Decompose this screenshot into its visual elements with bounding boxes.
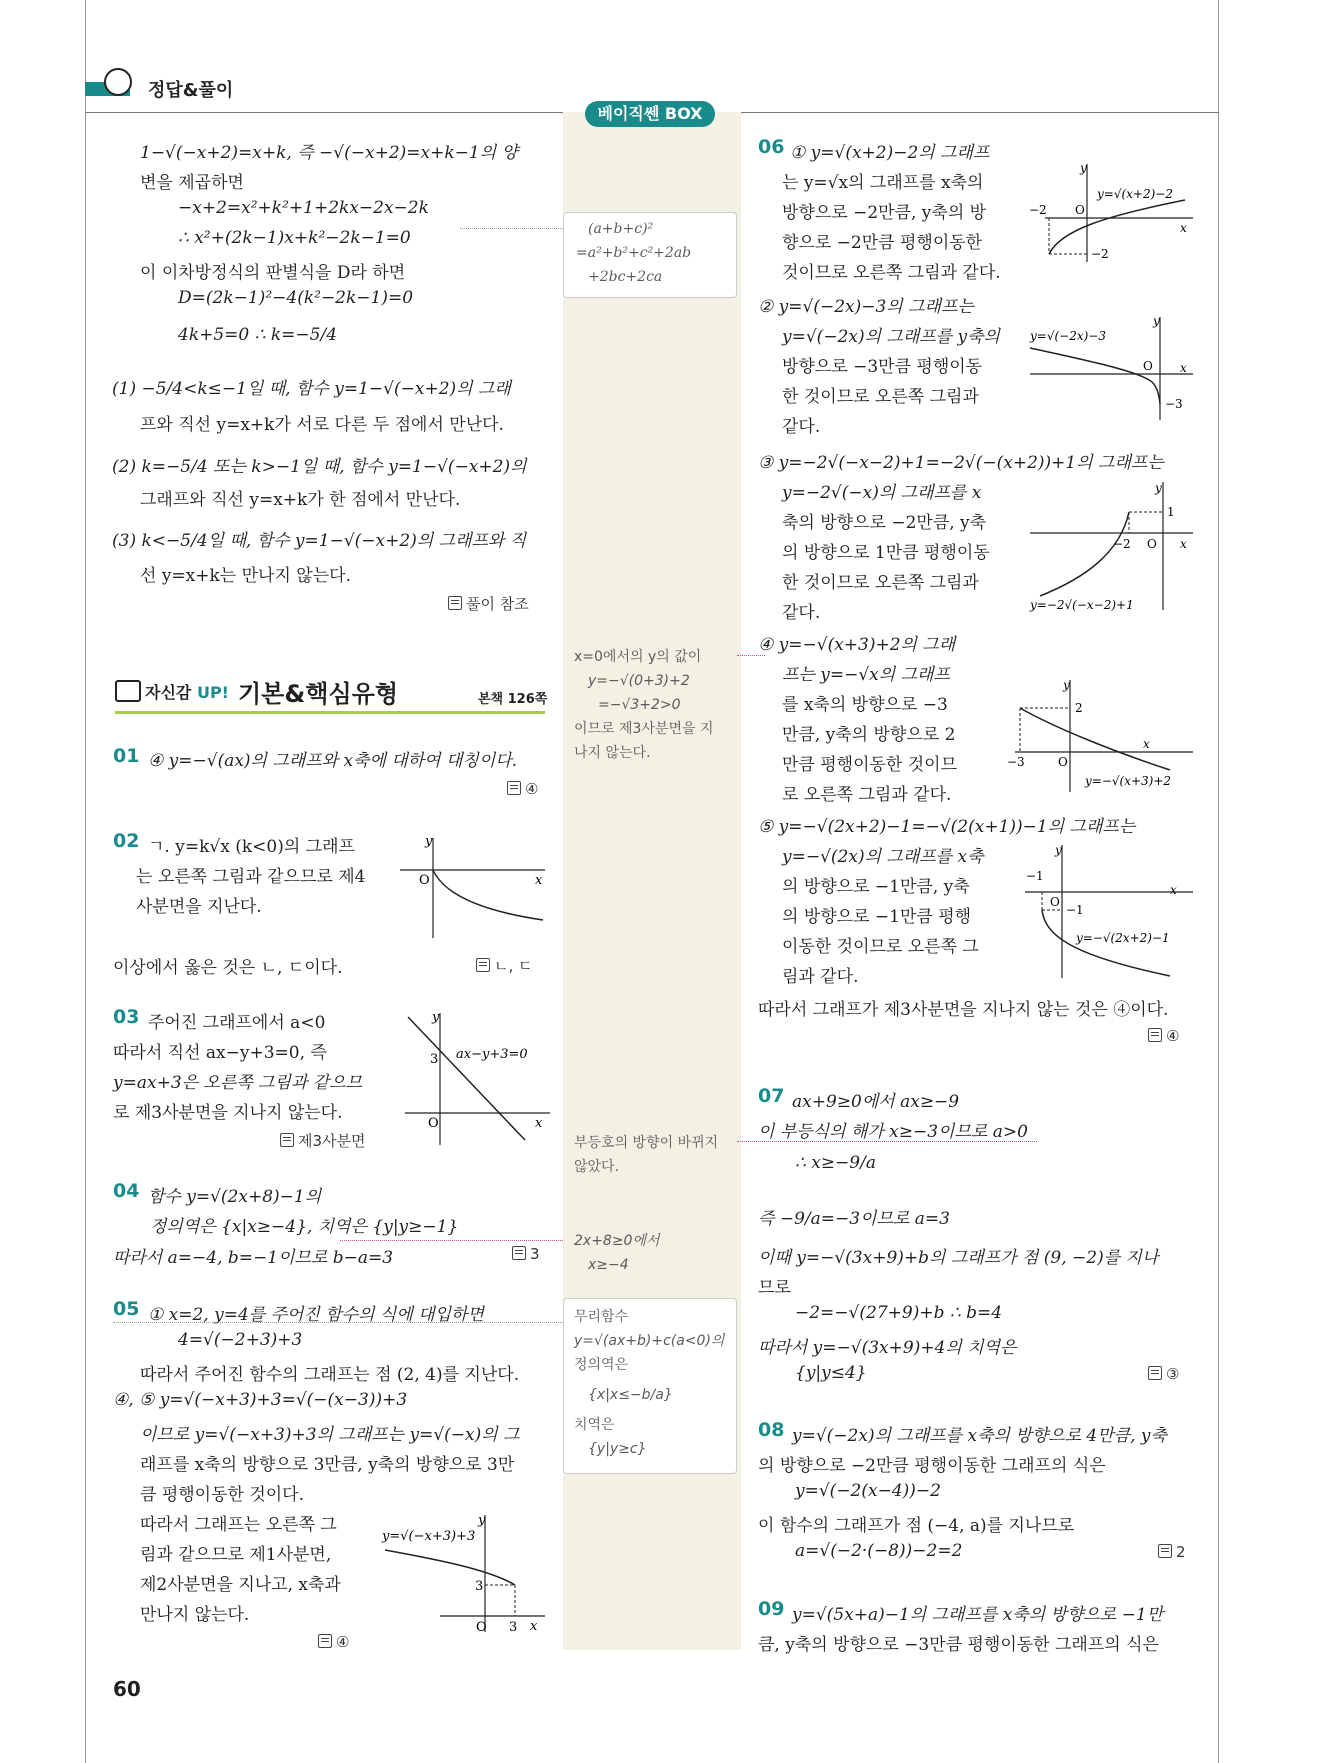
tip-5-line-3: 정의역은 (574, 1357, 629, 1373)
problem-07-answer (1148, 1365, 1179, 1383)
answer-text: ㄴ, ㄷ (494, 957, 533, 975)
svg-text:1: 1 (1167, 505, 1175, 519)
answer-text: ③ (1166, 1365, 1180, 1383)
megaphone-icon (115, 680, 141, 702)
page-border-right (1218, 0, 1219, 1763)
problem-05-line-4: ④, ⑤ y=√(−x+3)+3=√(−(x−3))+3 (113, 1390, 408, 1410)
problem-03-line-1: 주어진 그래프에서 a<0 (148, 1013, 326, 1033)
problem-02-line-2: 는 오른쪽 그림과 같으므로 제4 (136, 867, 366, 887)
p06-i2-line-3: 방향으로 −3만큼 평행이동 (782, 357, 983, 377)
answer-box-icon (1148, 1028, 1162, 1042)
tip-1-line-3: +2bc+2ca (588, 269, 663, 285)
tip-5-line-5: 치역은 (574, 1417, 615, 1433)
svg-text:x: x (535, 1116, 543, 1131)
problem-06-answer (1148, 1027, 1179, 1045)
tip-5-line-6: {y|y≥c} (588, 1441, 647, 1457)
answer-text: 3 (530, 1245, 540, 1263)
problem-03-line-2: 따라서 직선 ax−y+3=0, 즉 (113, 1043, 327, 1063)
p07-line-7: −2=−√(27+9)+b ∴ b=4 (795, 1303, 1003, 1323)
svg-text:O: O (1143, 359, 1153, 373)
svg-text:−2: −2 (1029, 203, 1047, 217)
left-line-11: 그래프와 직선 y=x+k가 한 점에서 만난다. (140, 490, 461, 510)
svg-text:x: x (1180, 361, 1187, 375)
tip-2-line-5: 나지 않는다. (574, 745, 651, 761)
svg-text:O: O (1147, 537, 1157, 551)
left-line-13: 선 y=x+k는 만나지 않는다. (140, 566, 351, 586)
problem-08-answer (1158, 1543, 1186, 1561)
svg-text:y: y (1063, 678, 1070, 692)
p06-i3-line-4: 의 방향으로 1만큼 평행이동 (782, 543, 990, 563)
section-prefix-text: 자신감 (145, 683, 192, 702)
section-up: UP! (196, 683, 229, 702)
svg-text:2: 2 (1075, 701, 1083, 715)
tip-2-line-2: y=−√(0+3)+2 (588, 673, 690, 689)
p07-line-4: 즉 −9/a=−3이므로 a=3 (758, 1209, 950, 1229)
box-label: 베이직쎈 BOX (585, 101, 715, 127)
p06-graph-5 (1020, 840, 1195, 980)
svg-text:3: 3 (430, 1052, 439, 1067)
tip-5-line-1: 무리함수 (574, 1309, 629, 1325)
answer-box-icon (507, 781, 521, 795)
section-prefix (145, 680, 229, 703)
svg-text:O: O (428, 1116, 439, 1131)
p08-line-5: a=√(−2·(−8))−2=2 (795, 1541, 963, 1561)
p06-i5-line-4: 의 방향으로 −1만큼 평행 (782, 907, 972, 927)
svg-text:O: O (1075, 203, 1085, 217)
p06-graph-3 (1025, 478, 1195, 613)
tip-2-line-4: 이므로 제3사분면을 지 (574, 721, 714, 737)
tip-4-line-1: 2x+8≥0에서 (574, 1233, 660, 1249)
problem-05-line-9: 림과 같으므로 제1사분면, (140, 1545, 332, 1565)
svg-text:y: y (478, 1513, 486, 1528)
svg-text:x: x (1143, 737, 1150, 751)
problem-03-graph (400, 1005, 555, 1150)
answer-text: 2 (1176, 1543, 1186, 1561)
problem-04-line-3: 따라서 a=−4, b=−1이므로 b−a=3 (113, 1248, 394, 1268)
p08-line-1: y=√(−2x)의 그래프를 x축의 방향으로 4만큼, y축 (792, 1426, 1167, 1446)
section-ref: 본책 126쪽 (478, 692, 548, 707)
svg-text:−1: −1 (1066, 903, 1084, 917)
tip-2 (574, 645, 714, 765)
tip-box-1 (563, 212, 737, 298)
answer-text: ④ (336, 1633, 350, 1651)
problem-04-line-2: 정의역은 {x|x≥−4}, 치역은 {y|y≥−1} (150, 1217, 459, 1237)
tip-2-line-1: x=0에서의 y의 값이 (574, 649, 702, 665)
svg-text:x: x (1170, 883, 1177, 897)
p06-graph-2-label: y=√(−2x)−3 (1030, 329, 1106, 343)
tip-2-line-3: =−√3+2>0 (598, 697, 681, 713)
tip-3-line-2: 않았다. (574, 1159, 620, 1175)
left-line-10: (2) k=−5/4 또는 k>−1일 때, 함수 y=1−√(−x+2)의 (112, 457, 527, 477)
p06-i3-line-6: 같다. (782, 603, 821, 623)
svg-text:y: y (425, 834, 433, 849)
problem-02-line-1: ㄱ. y=k√x (k<0)의 그래프 (148, 837, 355, 857)
left-line-2: 변을 제곱하면 (140, 173, 244, 193)
tip-1-line-2: =a²+b²+c²+2ab (576, 245, 692, 261)
p06-conclusion: 따라서 그래프가 제3사분면을 지나지 않는 것은 ④이다. (758, 1000, 1169, 1020)
left-line-3: −x+2=x²+k²+1+2kx−2x−2k (178, 198, 429, 218)
answer-box-icon (448, 596, 462, 610)
svg-text:x: x (535, 873, 543, 888)
answer-top (448, 593, 529, 614)
tip-5-line-4: {x|x≤−b/a} (588, 1387, 673, 1403)
problem-01-number: 01 (113, 745, 140, 767)
tip-3-line-1: 부등호의 방향이 바뀌지 (574, 1135, 719, 1151)
problem-05-graph-label: y=√(−x+3)+3 (382, 1529, 476, 1544)
tip-3 (574, 1131, 718, 1179)
problem-02-conclusion: 이상에서 옳은 것은 ㄴ, ㄷ이다. (113, 958, 343, 978)
p07-line-3: ∴ x≥−9/a (795, 1153, 876, 1173)
p06-i4-line-2: 프는 y=−√x의 그래프 (782, 665, 950, 685)
svg-text:3: 3 (509, 1620, 518, 1635)
section-rule (115, 711, 545, 714)
problem-02-line-3: 사분면을 지난다. (136, 897, 262, 917)
svg-text:y: y (1055, 843, 1062, 857)
tip-5-line-2: y=√(ax+b)+c(a<0)의 (574, 1333, 725, 1349)
svg-text:y: y (1153, 314, 1160, 328)
p06-i5-line-1: ⑤ y=−√(2x+2)−1=−√(2(x+1))−1의 그래프는 (758, 817, 1136, 837)
connector-2 (737, 655, 765, 656)
problem-02-answer (476, 955, 533, 976)
p08-line-3: y=√(−2(x−4))−2 (795, 1481, 941, 1501)
left-line-5: 이 이차방정식의 판별식을 D라 하면 (140, 263, 406, 283)
problem-03-number: 03 (113, 1006, 140, 1028)
p06-i4-line-5: 만큼 평행이동한 것이므 (782, 755, 958, 775)
problem-03-line-3: y=ax+3은 오른쪽 그림과 같으므 (113, 1073, 363, 1093)
p07-line-8: 따라서 y=−√(3x+9)+4의 치역은 (758, 1338, 1017, 1358)
tip-4 (574, 1229, 660, 1277)
left-line-6: D=(2k−1)²−4(k²−2k−1)=0 (178, 288, 414, 308)
problem-04-number: 04 (113, 1180, 140, 1202)
p06-i3-line-5: 한 것이므로 오른쪽 그림과 (782, 573, 979, 593)
problem-05-answer (318, 1633, 349, 1651)
p08-line-4: 이 함수의 그래프가 점 (−4, a)를 지나므로 (758, 1516, 1075, 1536)
svg-text:O: O (1058, 755, 1068, 769)
p06-graph-1-label: y=√(x+2)−2 (1097, 187, 1173, 201)
p06-graph-2 (1025, 312, 1195, 422)
problem-03-line-4: 로 제3사분면을 지나지 않는다. (113, 1103, 343, 1123)
p06-i5-line-6: 림과 같다. (782, 967, 859, 987)
p06-i1-line-4: 향으로 −2만큼 평행이동한 (782, 233, 983, 253)
p07-line-1: ax+9≥0에서 ax≥−9 (792, 1092, 960, 1112)
problem-05-line-11: 만나지 않는다. (140, 1605, 250, 1625)
p06-i4-line-6: 로 오른쪽 그림과 같다. (782, 785, 952, 805)
p06-graph-4-label: y=−√(x+3)+2 (1085, 774, 1172, 788)
p06-i2-line-2: y=√(−2x)의 그래프를 y축의 (782, 327, 1000, 347)
svg-text:−2: −2 (1113, 537, 1131, 551)
tip-box-5 (563, 1298, 737, 1474)
problem-02-number: 02 (113, 830, 140, 852)
problem-09-number: 09 (758, 1598, 785, 1620)
problem-01-answer (507, 780, 538, 798)
p07-line-5: 이때 y=−√(3x+9)+b의 그래프가 점 (9, −2)를 지나 (758, 1248, 1159, 1268)
problem-05-line-7: 큼 평행이동한 것이다. (140, 1485, 305, 1505)
connector-5 (113, 1322, 563, 1323)
p06-i5-line-3: 의 방향으로 −1만큼, y축 (782, 877, 970, 897)
page-number: 60 (113, 1677, 141, 1701)
left-line-12: (3) k<−5/4일 때, 함수 y=1−√(−x+2)의 그래프와 직 (112, 531, 527, 551)
problem-05-line-8: 따라서 그래프는 오른쪽 그 (140, 1515, 337, 1535)
page-border-left (85, 0, 86, 1763)
p07-line-6: 므로 (758, 1278, 791, 1298)
svg-text:x: x (1180, 537, 1187, 551)
p07-line-9: {y|y≤4} (795, 1363, 867, 1383)
svg-text:−2: −2 (1091, 247, 1109, 261)
clock-icon (104, 68, 132, 96)
svg-text:O: O (476, 1620, 487, 1635)
answer-text: ④ (1166, 1027, 1180, 1045)
svg-text:−1: −1 (1026, 869, 1044, 883)
p06-graph-4 (995, 670, 1195, 795)
problem-05-line-1: ① x=2, y=4를 주어진 함수의 식에 대입하면 (148, 1305, 484, 1325)
left-line-4: ∴ x²+(2k−1)x+k²−2k−1=0 (178, 228, 411, 248)
problem-08-number: 08 (758, 1419, 785, 1441)
left-line-1: 1−√(−x+2)=x+k, 즉 −√(−x+2)=x+k−1의 양 (140, 143, 518, 163)
svg-text:y: y (432, 1010, 440, 1025)
problem-05-line-2: 4=√(−2+3)+3 (178, 1330, 303, 1350)
svg-text:y: y (1155, 481, 1162, 495)
connector-4 (340, 1240, 563, 1241)
left-line-7: 4k+5=0 ∴ k=−5/4 (178, 325, 338, 345)
answer-box-icon (1158, 1544, 1172, 1558)
answer-box-icon (280, 1133, 294, 1147)
problem-05-graph (380, 1510, 550, 1635)
left-line-9: 프와 직선 y=x+k가 서로 다른 두 점에서 만난다. (140, 415, 504, 435)
p06-i3-line-2: y=−2√(−x)의 그래프를 x (782, 483, 982, 503)
p06-i5-line-5: 이동한 것이므로 오른쪽 그 (782, 937, 979, 957)
p06-i1-line-5: 것이므로 오른쪽 그림과 같다. (782, 263, 1001, 283)
tip-4-line-2: x≥−4 (588, 1257, 629, 1273)
problem-05-line-10: 제2사분면을 지나고, x축과 (140, 1575, 341, 1595)
p06-graph-3-label: y=−2√(−x−2)+1 (1030, 598, 1134, 612)
p06-i2-line-1: ② y=√(−2x)−3의 그래프는 (758, 297, 974, 317)
answer-box-icon (1148, 1366, 1162, 1380)
svg-text:O: O (1050, 895, 1060, 909)
answer-text: ④ (525, 780, 539, 798)
svg-text:O: O (419, 873, 430, 888)
p06-graph-1 (1025, 160, 1195, 265)
problem-05-line-5: 이므로 y=√(−x+3)+3의 그래프는 y=√(−x)의 그 (140, 1425, 520, 1445)
problem-01-text: ④ y=−√(ax)의 그래프와 x축에 대하여 대칭이다. (148, 751, 518, 771)
answer-text: 제3사분면 (298, 1132, 366, 1150)
problem-07-number: 07 (758, 1085, 785, 1107)
svg-text:3: 3 (475, 1579, 484, 1594)
problem-03-graph-label: ax−y+3=0 (456, 1047, 528, 1062)
p06-i2-line-5: 같다. (782, 417, 821, 437)
svg-text:−3: −3 (1007, 755, 1025, 769)
p09-line-2: 큼, y축의 방향으로 −3만큼 평행이동한 그래프의 식은 (758, 1635, 1159, 1655)
p06-graph-5-label: y=−√(2x+2)−1 (1076, 931, 1170, 945)
p06-i3-line-1: ③ y=−2√(−x−2)+1=−2√(−(x+2))+1의 그래프는 (758, 453, 1164, 473)
p06-i1-line-3: 방향으로 −2만큼, y축의 방 (782, 203, 987, 223)
section-title: 기본&핵심유형 (238, 680, 399, 708)
p06-i1-line-2: 는 y=√x의 그래프를 x축의 (782, 173, 984, 193)
answer-box-icon (512, 1246, 526, 1260)
connector-1 (460, 228, 563, 229)
problem-06-number: 06 (758, 136, 785, 158)
header-title: 정답&풀이 (148, 80, 234, 101)
problem-04-answer (512, 1245, 540, 1263)
p06-i2-line-4: 한 것이므로 오른쪽 그림과 (782, 387, 979, 407)
p06-i1-line-1: ① y=√(x+2)−2의 그래프 (790, 143, 990, 163)
tip-1-line-1: (a+b+c)² (588, 221, 654, 237)
p06-i3-line-3: 축의 방향으로 −2만큼, y축 (782, 513, 987, 533)
p06-i4-line-3: 를 x축의 방향으로 −3 (782, 695, 948, 715)
p08-line-2: 의 방향으로 −2만큼 평행이동한 그래프의 식은 (758, 1456, 1106, 1476)
problem-04-line-1: 함수 y=√(2x+8)−1의 (148, 1187, 322, 1207)
problem-05-line-3: 따라서 주어진 함수의 그래프는 점 (2, 4)를 지난다. (140, 1365, 520, 1385)
svg-text:−3: −3 (1165, 397, 1183, 411)
problem-02-graph (395, 830, 550, 940)
problem-05-number: 05 (113, 1298, 140, 1320)
p06-i5-line-2: y=−√(2x)의 그래프를 x축 (782, 847, 984, 867)
answer-box-icon (318, 1634, 332, 1648)
answer-top-text: 풀이 참조 (466, 595, 529, 613)
svg-text:x: x (1180, 221, 1187, 235)
p06-i4-line-1: ④ y=−√(x+3)+2의 그래 (758, 635, 956, 655)
p07-line-2: 이 부등식의 해가 x≥−3이므로 a>0 (758, 1122, 1028, 1142)
problem-03-answer (280, 1130, 366, 1151)
left-line-8: (1) −5/4<k≤−1일 때, 함수 y=1−√(−x+2)의 그래 (112, 379, 511, 399)
problem-05-line-6: 래프를 x축의 방향으로 3만큼, y축의 방향으로 3만 (140, 1455, 515, 1475)
svg-text:x: x (530, 1619, 538, 1634)
answer-box-icon (476, 958, 490, 972)
svg-text:y: y (1080, 161, 1087, 175)
p09-line-1: y=√(5x+a)−1의 그래프를 x축의 방향으로 −1만 (792, 1605, 1164, 1625)
p06-i4-line-4: 만큼, y축의 방향으로 2 (782, 725, 956, 745)
